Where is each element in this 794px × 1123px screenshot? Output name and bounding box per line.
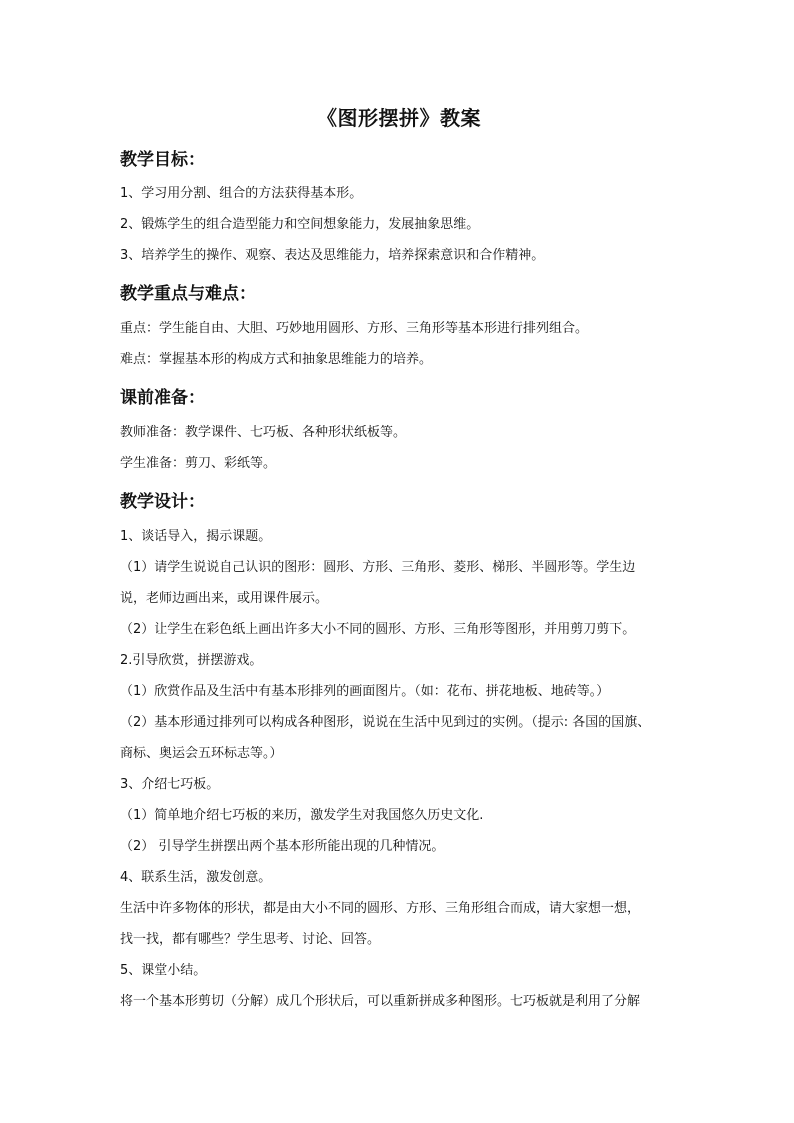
design-line: （2） 引导学生拼摆出两个基本形所能出现的几种情况。 — [120, 839, 445, 854]
design-line: 生活中许多物体的形状，都是由大小不同的圆形、方形、三角形组合而成，请大家想一想， — [120, 901, 641, 916]
design-line: （1）欣赏作品及生活中有基本形排列的画面图片。（如：花布、拼花地板、地砖等。） — [120, 684, 610, 699]
preparation-line-2: 学生准备：剪刀、彩纸等。 — [120, 456, 277, 471]
design-line: （2）基本形通过排列可以构成各种图形，说说在生活中见到过的实例。（提示: 各国的国旗、 — [120, 715, 651, 730]
design-line: 3、介绍七巧板。 — [120, 777, 220, 792]
design-line: 将一个基本形剪切（分解）成几个形状后，可以重新拼成多种图形。七巧板就是利用了分解 — [120, 994, 641, 1009]
design-line: （1）简单地介绍七巧板的来历，激发学生对我国悠久历史文化. — [120, 808, 484, 823]
design-line: 找一找，都有哪些？学生思考、讨论、回答。 — [120, 932, 381, 947]
section-heading-key-points: 教学重点与难点： — [120, 284, 256, 304]
design-line: 4、联系生活，激发创意。 — [120, 870, 272, 885]
document-title: 《图形摆拼》教案 — [317, 106, 481, 130]
key-point-line-2: 难点：掌握基本形的构成方式和抽象思维能力的培养。 — [120, 352, 433, 367]
design-line: （2）让学生在彩色纸上画出许多大小不同的圆形、方形、三角形等图形，并用剪刀剪下。 — [120, 622, 636, 637]
objective-line-1: 1、学习用分割、组合的方法获得基本形。 — [120, 186, 363, 201]
design-line: 商标、奥运会五环标志等。） — [120, 746, 283, 761]
design-line: 2.引导欣赏，拼摆游戏。 — [120, 653, 263, 668]
design-line: 说，老师边画出来，或用课件展示。 — [120, 591, 329, 606]
section-heading-objectives: 教学目标： — [120, 150, 205, 170]
design-line: 1、谈话导入，揭示课题。 — [120, 529, 272, 544]
section-heading-design: 教学设计： — [120, 492, 205, 512]
objective-line-2: 2、锻炼学生的组合造型能力和空间想象能力，发展抽象思维。 — [120, 217, 480, 232]
preparation-line-1: 教师准备：教学课件、七巧板、各种形状纸板等。 — [120, 425, 407, 440]
section-heading-preparation: 课前准备： — [120, 388, 205, 408]
design-line: 5、课堂小结。 — [120, 963, 207, 978]
design-line: （1）请学生说说自己认识的图形：圆形、方形、三角形、菱形、梯形、半圆形等。学生边 — [120, 560, 636, 575]
key-point-line-1: 重点：学生能自由、大胆、巧妙地用圆形、方形、三角形等基本形进行排列组合。 — [120, 321, 589, 336]
objective-line-3: 3、培养学生的操作、观察、表达及思维能力，培养探索意识和合作精神。 — [120, 248, 545, 263]
